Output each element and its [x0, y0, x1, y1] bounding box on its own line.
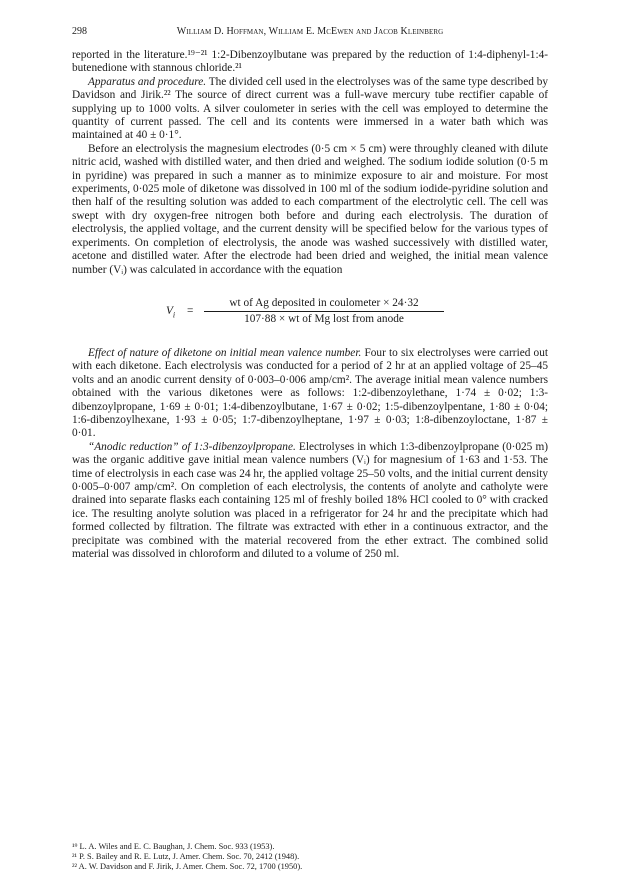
section-head: Effect of nature of diketone on initial mean valence number.	[88, 346, 362, 359]
equation-denominator: 107·88 × wt of Mg lost from anode	[244, 313, 404, 326]
footnote: ²¹ P. S. Bailey and R. E. Lutz, J. Amer. Chem. Soc. 70, 2412 (1948).	[72, 852, 300, 861]
section-head: “Anodic reduction” of 1:3-dibenzoylpropane.	[88, 440, 296, 453]
page-number: 298	[72, 26, 87, 37]
valence-equation	[72, 297, 548, 327]
running-title: William D. Hoffman, William E. McEwen and Jacob Kleinberg	[176, 26, 444, 37]
paragraph-diketone-effect: Effect of nature of diketone on initial mean valence number. Four to six electrolyses were carried out with each diketone. Each electrolysis was conducted for a period of 2 hr at an applied voltage of 25–45 volts and an anodic current density of 0·003–0·006 amp/cm². The average initial mean valence numbers obtained with the various diketones were as follows: 1:2-dibenzoylethane, 1·74 ± 0·02; 1:3-dibenzoylpropane, 1·69 ± 0·01; 1:4-dibenzoylbutane, 1·67 ± 0·02; 1:5-dibenzoylpentane, 1·80 ± 0·04; 1:6-dibenzoylhexane, 1·93 ± 0·05; 1:7-dibenzoylheptane, 1·97 ± 0·03; 1:8-dibenzoyloctane, 1·87 ± 0·01.	[72, 346, 548, 440]
equation-numerator: wt of Ag deposited in coulometer × 24·32	[204, 297, 444, 312]
equals-sign: =	[187, 304, 194, 317]
section-head: Apparatus and procedure.	[88, 75, 207, 88]
paragraph-anodic-reduction: “Anodic reduction” of 1:3-dibenzoylpropane. Electrolyses in which 1:3-dibenzoylpropane (0·025 m) was the organic additive gave initial mean valence numbers (Vᵢ) for magnesium of 1·63 and 1·53. The time of electrolysis in each case was 24 hr, the applied voltage 25–50 volts, and the initial current density 0·005–0·007 amp/cm². On completion of each electrolysis, the contents of anolyte and catholyte were drained into separate flasks each containing 125 ml of freshly boiled 18% HCl cooled to 0° with cracked ice. The resulting anolyte solution was placed in a refrigerator for 24 hr and the precipitate which had formed collected by filtration. The filtrate was extracted with ether in a continuous extractor, and the precipitate was combined with the material recovered from the ether extract. The combined solid material was dissolved in chloroform and diluted to a volume of 250 ml.	[72, 440, 548, 560]
paragraph-apparatus: Apparatus and procedure. The divided cell used in the electrolyses was of the same type described by Davidson and Jirik.²² The source of direct current was a full-wave mercury tube rectifier capable of supplying up to 1000 volts. A silver coulometer in series with the cell was employed to determine the quantity of current passed. The cell and its contents were immersed in a water bath which was maintained at 40 ± 0·1°.	[72, 75, 548, 142]
equation-fraction	[204, 297, 444, 327]
equation-lhs: $V_i$	[166, 304, 176, 320]
footnote: ²² A. W. Davidson and F. Jirik, J. Amer. Chem. Soc. 72, 1700 (1950).	[72, 862, 303, 871]
article-body	[72, 49, 548, 561]
footnote: ¹⁹ L. A. Wiles and E. C. Baughan, J. Chem. Soc. 933 (1953).	[72, 842, 275, 851]
page-header	[72, 26, 548, 40]
footnotes	[72, 842, 548, 872]
paragraph-continued: reported in the literature.¹⁹⁻²¹ 1:2-Dibenzoylbutane was prepared by the reduction of 1:4-diphenyl-1:4-butenedione with stannous chloride.²¹	[72, 49, 548, 75]
paragraph-electrolysis: Before an electrolysis the magnesium electrodes (0·5 cm × 5 cm) were throughly cleaned with dilute nitric acid, washed with distilled water, and then dried and weighed. The sodium iodide solution (0·5 m in pyridine) was prepared in such a manner as to minimize exposure to air and moisture. For most experiments, 0·025 mole of diketone was dissolved in 100 ml of the sodium iodide-pyridine solution and then half of the resulting solution was added to each compartment of the electrolytic cell. The cell was swept with dry oxygen-free nitrogen both before and during each electrolysis. The duration of electrolysis, the applied voltage, and the current density will be specified below for the various types of experiments. On completion of electrolysis, the anode was washed successively with distilled water, acetone and distilled water. After the electrode had been dried and weighed, the initial mean valence number (Vᵢ) was calculated in accordance with the equation	[72, 142, 548, 276]
